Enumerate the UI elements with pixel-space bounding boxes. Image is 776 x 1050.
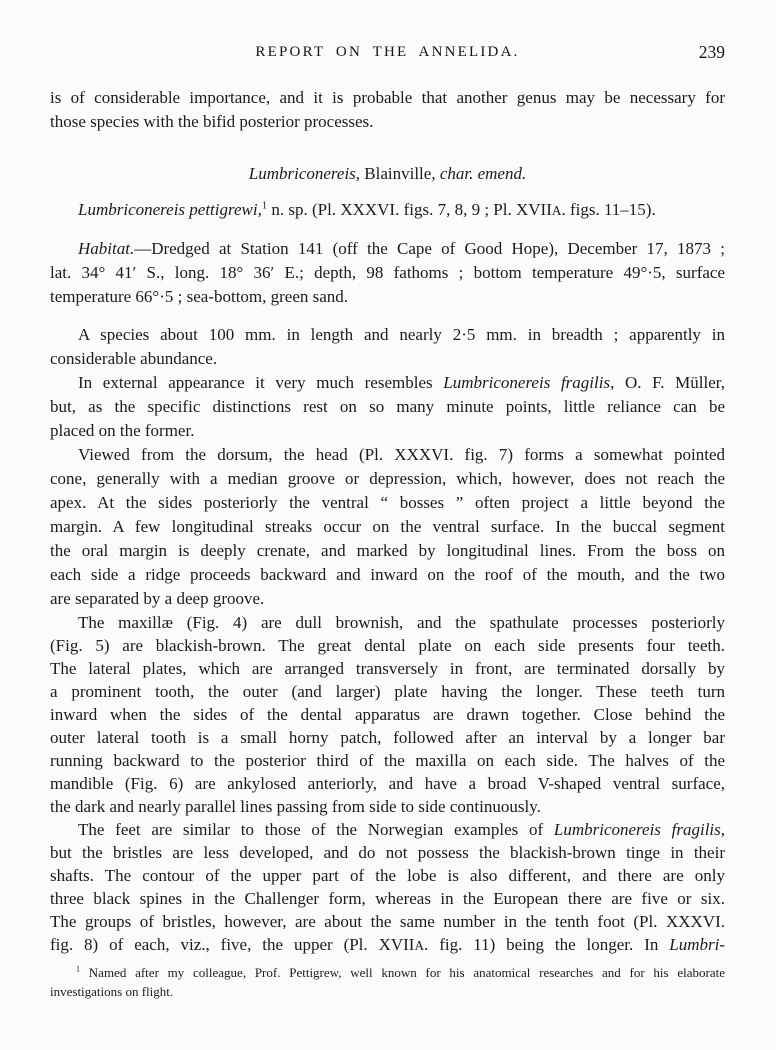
- text-line: [50, 772, 725, 795]
- text-run: placed on the former.: [50, 421, 195, 440]
- paragraph: [50, 323, 725, 371]
- text-run: running backward to the posterior third of the maxilla on each side. The halves of the: [50, 751, 725, 770]
- text-run: (Fig. 5) are blackish-brown. The great dental plate on each side presents four teeth.: [50, 636, 725, 655]
- text-line: [50, 285, 725, 309]
- text-run: Named after my colleague, Prof. Pettigrew, well known for his anatomical researches and for his elaborate: [80, 965, 725, 980]
- text-line: [50, 491, 725, 515]
- text-run: is of considerable importance, and it is probable that another genus may be necessary for: [50, 88, 725, 107]
- text-run: temperature 66°·5 ; sea-bottom, green sand.: [50, 287, 349, 306]
- small-cap: A: [414, 938, 425, 953]
- section-heading: [50, 162, 725, 186]
- text-run: —Dredged at Station 141 (off the Cape of Good Hope), December 17, 1873 ;: [134, 239, 725, 258]
- paragraph: [50, 443, 725, 611]
- italic-text: Lumbriconereis fragilis: [443, 373, 611, 392]
- text-line: [50, 395, 725, 419]
- text-run: mandible (Fig. 6) are ankylosed anteriorly, and have a broad V-shaped ventral surface,: [50, 774, 725, 793]
- text-run: ,: [720, 820, 726, 839]
- running-title: REPORT ON THE ANNELIDA.: [255, 44, 520, 60]
- text-line: [50, 237, 725, 261]
- paragraph: [50, 198, 725, 223]
- italic-text: Habitat.: [78, 239, 135, 258]
- text-line: [50, 539, 725, 563]
- text-line: [50, 982, 725, 1001]
- text-run: Viewed from the dorsum, the head (Pl. XXXVI. fig. 7) forms a somewhat pointed: [78, 445, 725, 464]
- text-run: cone, generally with a median groove or depression, which, however, does not reach the: [50, 469, 725, 488]
- paragraph: [50, 86, 725, 134]
- text-run: The lateral plates, which are arranged transversely in front, are terminated dorsally by: [50, 659, 725, 678]
- text-run: a prominent tooth, the outer (and larger) plate having the longer. These teeth turn: [50, 682, 725, 701]
- italic-text: Lumbriconereis: [248, 164, 356, 183]
- text-run: the oral margin is deeply crenate, and marked by longitudinal lines. From the boss on: [50, 541, 725, 560]
- page-header: [50, 44, 725, 64]
- text-run: The feet are similar to those of the Norwegian examples of: [78, 820, 554, 839]
- text-line: [50, 347, 725, 371]
- paragraph: [50, 611, 725, 818]
- text-run: outer lateral tooth is a small horny patch, followed after an interval by a longer bar: [50, 728, 725, 747]
- text-line: [50, 587, 725, 611]
- text-run: fig. 8) of each, viz., five, the upper (Pl. XVII: [50, 935, 415, 954]
- text-line: [50, 563, 725, 587]
- text-line: [50, 198, 725, 223]
- text-run: three black spines in the Challenger form, whereas in the European there are five or six.: [50, 889, 725, 908]
- text-line: [50, 261, 725, 285]
- page-body: [50, 86, 725, 1001]
- text-run: , Blainville,: [355, 164, 440, 183]
- text-run: the dark and nearly parallel lines passing from side to side continuously.: [50, 797, 541, 816]
- text-line: [50, 443, 725, 467]
- text-line: [50, 818, 725, 841]
- text-line: [50, 910, 725, 933]
- text-run: The groups of bristles, however, are about the same number in the tenth foot (Pl. XXXVI.: [50, 912, 725, 931]
- text-line: [50, 887, 725, 910]
- italic-text: Lumbri-: [669, 935, 726, 954]
- text-line: [50, 703, 725, 726]
- text-run: . fig. 11) being the longer. In: [424, 935, 670, 954]
- text-line: [50, 933, 725, 957]
- small-cap: A: [551, 203, 562, 218]
- text-line: [50, 963, 725, 982]
- paragraph: [50, 818, 725, 957]
- text-line: [50, 86, 725, 110]
- text-run: n. sp. (Pl. XXXVI. figs. 7, 8, 9 ; Pl. XVII: [267, 200, 552, 219]
- italic-text: char. emend.: [439, 164, 527, 183]
- paragraph: [50, 371, 725, 443]
- paragraph: [50, 237, 725, 309]
- text-run: but the bristles are less developed, and do not possess the blackish-brown tinge in their: [50, 843, 725, 862]
- text-line: [50, 371, 725, 395]
- text-line: [50, 749, 725, 772]
- italic-text: Lumbriconereis fragilis: [553, 820, 721, 839]
- text-run: shafts. The contour of the upper part of the lobe is also different, and there are only: [50, 866, 725, 885]
- superscript: 1: [76, 964, 81, 974]
- text-line: [50, 726, 725, 749]
- text-run: inward when the sides of the dental apparatus are drawn together. Close behind the: [50, 705, 725, 724]
- text-line: [50, 634, 725, 657]
- text-run: , O. F. Müller,: [610, 373, 725, 392]
- text-run: lat. 34° 41′ S., long. 18° 36′ E.; depth, 98 fathoms ; bottom temperature 49°·5, surface: [50, 263, 725, 282]
- text-line: [50, 795, 725, 818]
- text-line: [50, 323, 725, 347]
- superscript: 1: [261, 200, 268, 212]
- text-run: those species with the bifid posterior processes.: [50, 112, 374, 131]
- text-run: . figs. 11–15).: [561, 200, 656, 219]
- text-run: margin. A few longitudinal streaks occur on the ventral surface. In the buccal segment: [50, 517, 725, 536]
- text-line: [50, 419, 725, 443]
- text-run: The maxillæ (Fig. 4) are dull brownish, and the spathulate processes posteriorly: [78, 613, 725, 632]
- text-run: In external appearance it very much resembles: [78, 373, 444, 392]
- text-line: [50, 162, 725, 186]
- footnote: [50, 963, 725, 1001]
- text-line: [50, 467, 725, 491]
- text-run: apex. At the sides posteriorly the ventral “ bosses ” often project a little beyond the: [50, 493, 725, 512]
- text-run: investigations on flight.: [50, 984, 174, 999]
- text-run: ,: [257, 200, 262, 219]
- text-line: [50, 611, 725, 634]
- italic-text: Lumbriconereis pettigrewi: [78, 200, 258, 219]
- text-line: [50, 864, 725, 887]
- text-run: are separated by a deep groove.: [50, 589, 265, 608]
- text-run: each side a ridge proceeds backward and inward on the roof of the mouth, and the two: [50, 565, 725, 584]
- text-run: considerable abundance.: [50, 349, 218, 368]
- text-line: [50, 680, 725, 703]
- text-line: [50, 841, 725, 864]
- text-line: [50, 657, 725, 680]
- text-line: [50, 110, 725, 134]
- text-run: but, as the specific distinctions rest on so many minute points, little reliance can be: [50, 397, 725, 416]
- text-run: A species about 100 mm. in length and nearly 2·5 mm. in breadth ; apparently in: [78, 325, 725, 344]
- page-number: 239: [698, 42, 725, 62]
- text-line: [50, 515, 725, 539]
